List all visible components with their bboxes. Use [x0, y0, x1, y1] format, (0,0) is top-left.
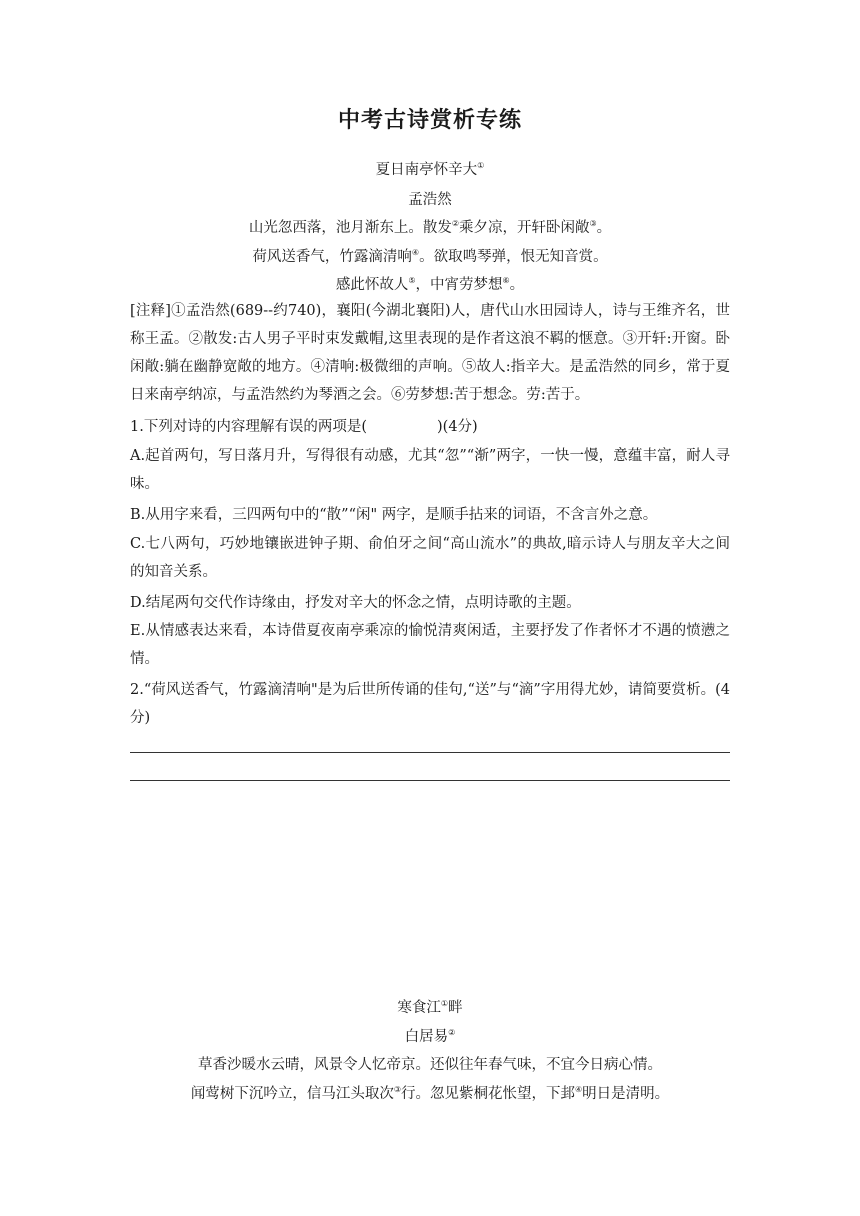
poem1-author: 孟浩然	[408, 192, 452, 208]
poem2-author: 白居易②	[404, 1028, 456, 1045]
question-1-option-a: A.起首两句，写日落月升，写得很有动感，尤其“忽”“渐”两字，一快一慢，意蕴丰富，耐人寻味。	[130, 448, 730, 492]
footnote-mark: ②	[451, 219, 459, 229]
poem1-line: 感此怀故人⑤，中宵劳梦想⑥。	[335, 276, 525, 293]
page-title: 中考古诗赏析专练	[337, 107, 522, 133]
question-1-option-d: D.结尾两句交代作诗缘由，抒发对辛大的怀念之情，点明诗歌的主题。	[130, 595, 581, 611]
question-1-option-e: E.从情感表达来看，本诗借夏夜南亭乘凉的愉悦清爽闲适，主要抒发了作者怀才不遇的愤懑之情。	[130, 623, 730, 667]
question-1-stem: 1.下列对诗的内容理解有误的两项是( )(4分)	[130, 419, 478, 435]
answer-line	[130, 752, 730, 753]
answer-line	[130, 780, 730, 781]
poem2-line: 闻莺树下沉吟立，信马江头取次③行。忽见紫桐花怅望，下邽④明日是清明。	[190, 1085, 670, 1102]
footnote-mark: ⑥	[502, 276, 510, 286]
poem2-line: 草香沙暖水云晴，风景令人忆帝京。还似往年春气味，不宜今日病心情。	[198, 1057, 662, 1073]
poem1-line: 山光忽西落，池月渐东上。散发②乘夕凉，开轩卧闲敞③。	[248, 219, 612, 236]
footnote-mark: ⑤	[408, 276, 416, 286]
footnote-mark: ②	[448, 1028, 456, 1038]
footnote-mark: ①	[440, 999, 449, 1009]
question-2-stem: 2.“荷风送香气，竹露滴清响"是为后世所传诵的佳句,“送”与“滴”字用得尤妙，请简要赏析。(4分)	[130, 682, 730, 726]
footnote-mark: ③	[589, 219, 597, 229]
poem2-title: 寒食江①畔	[397, 999, 463, 1016]
poem1-line: 荷风送香气，竹露滴清响④。欲取鸣琴弹，恨无知音赏。	[252, 248, 608, 265]
question-1-option-c: C.七八两句，巧妙地镶嵌进钟子期、俞伯牙之间“高山流水”的典故,暗示诗人与朋友辛大之间的知音关系。	[130, 536, 730, 580]
footnote-mark: ④	[411, 248, 420, 258]
footnote-mark: ①	[477, 161, 485, 171]
footnote-mark: ④	[575, 1085, 583, 1095]
annotation-notes: [注释]①孟浩然(689--约740)，襄阳(今湖北襄阳)人，唐代山水田园诗人，诗与王维齐名，世称王孟。②散发:古人男子平时束发戴帽,这里表现的是作者这浪不羁的惬意。③开轩:开窗。卧闲敞:躺在幽静宽敞的地方。④清响:极微细的声响。⑤故人:指辛大。是孟浩然的同乡，常于夏日来南亭纳凉，与孟浩然约为琴酒之会。⑥劳梦想:苦于想念。劳:苦于。	[130, 303, 730, 403]
poem1-title: 夏日南亭怀辛大①	[375, 161, 485, 178]
question-1-option-b: B.从用字来看，三四两句中的“散”“闲" 两字，是顺手拈来的词语，不含言外之意。	[130, 507, 658, 523]
footnote-mark: ③	[393, 1085, 401, 1095]
